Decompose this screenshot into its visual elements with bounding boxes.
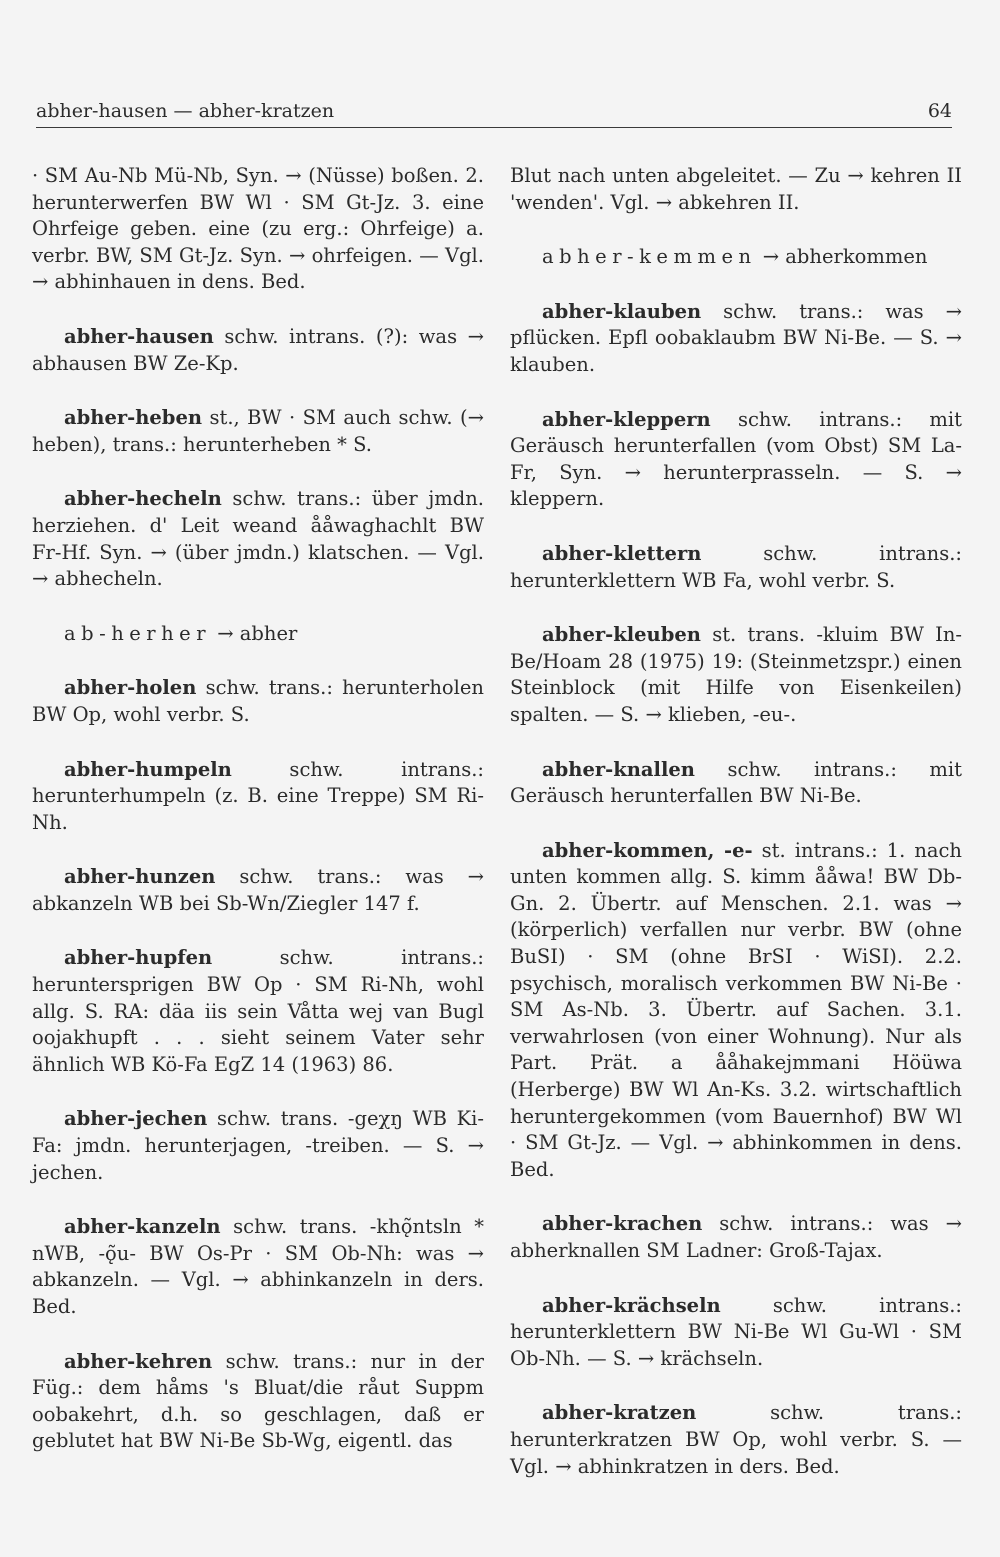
entry-text: → abher — [211, 621, 298, 645]
running-head — [36, 100, 952, 128]
entry-lemma: abher-knallen — [542, 757, 695, 781]
dictionary-entry — [510, 163, 962, 216]
page-number: 64 — [927, 100, 952, 122]
dictionary-entry — [32, 621, 484, 648]
entry-text: schw. trans.: nur in der Füg.: dem håms 's Bluat/die råut Suppm oobakehrt, d.h. so geschlagen, daß er geblutet hat BW Ni-Be Sb-Wg, eigentl. das — [32, 1349, 484, 1453]
entry-text: → abherkommen — [756, 245, 928, 269]
dictionary-entry — [510, 1211, 962, 1264]
entry-lemma: abher-hecheln — [64, 487, 222, 511]
entry-lemma: abher-hunzen — [64, 865, 216, 889]
entry-text: schw. trans. -geχŋ WB Ki-Fa: jmdn. herunterjagen, -treiben. — S. → jechen. — [32, 1107, 484, 1184]
dictionary-entry — [32, 1106, 484, 1186]
entry-text: schw. intrans. (?): was → abhausen BW Ze-Kp. — [32, 324, 484, 375]
dictionary-entry — [510, 757, 962, 810]
entry-lemma: abher-kleuben — [542, 623, 701, 647]
dictionary-entry — [510, 1400, 962, 1480]
entry-text: · SM Au-Nb Mü-Nb, Syn. → (Nüsse) boßen. 2. herunterwerfen BW Wl · SM Gt-Jz. 3. eine Ohrfeige geben. eine (zu erg.: Ohrfeige) a. verbr. BW, SM Gt-Jz. Syn. → ohrfeigen. — Vgl. → abhinhauen in dens. Bed. — [32, 164, 484, 294]
entry-lemma: abher-klettern — [542, 541, 702, 565]
dictionary-entry — [510, 299, 962, 379]
entry-text: schw. intrans.: mit Geräusch herunterfallen BW Ni-Be. — [510, 757, 962, 808]
entry-text: Blut nach unten abgeleitet. — Zu → kehren II 'wenden'. Vgl. → abkehren II. — [510, 164, 962, 214]
right-column — [510, 163, 962, 1508]
entry-lemma: abher-krächseln — [542, 1293, 721, 1317]
entry-lemma: abher-heben — [64, 406, 203, 430]
dictionary-entry — [510, 407, 962, 513]
dictionary-entry — [32, 324, 484, 377]
entry-text: schw. intrans.: heruntersprigen BW Op · SM Ri-Nh, wohl allg. S. RA: däa iis sein Våtta wej van Bugl oojakhupft . . . sieht seinem Vater sehr ähnlich WB Kö-Fa EgZ 14 (1963) 86. — [32, 946, 484, 1076]
entry-lemma: abher-hupfen — [64, 946, 213, 970]
entry-text: st. intrans.: 1. nach unten kommen allg. S. kimm ååwa! BW Db-Gn. 2. Übertr. auf Menschen. 2.1. was → (körperlich) verfallen nur verbr. BW (ohne BuSI) · SM (ohne BrSI · WiSI). 2.2. psychisch, moralisch verkommen BW Ni-Be · SM As-Nb. 3. Übertr. auf Sachen. 3.1. verwahrlosen (von einer Wohnung). Nur als Part. Prät. a ååhakejmmani Höüwa (Herberge) BW Wl An-Ks. 3.2. wirtschaftlich heruntergekommen (vom Bauernhof) BW Wl · SM Gt-Jz. — Vgl. → abhinkommen in dens. Bed. — [510, 838, 962, 1181]
entry-lemma: abher-jechen — [64, 1107, 208, 1131]
entry-lemma: ab-herher — [64, 621, 212, 645]
dictionary-entry — [32, 163, 484, 296]
dictionary-entry — [32, 864, 484, 917]
running-head-title: abher-hausen — abher-kratzen — [36, 100, 335, 122]
entry-lemma: abher-holen — [64, 676, 197, 700]
entry-text: schw. trans.: herunterkratzen BW Op, wohl verbr. S. — Vgl. → abhinkratzen in ders. Bed. — [510, 1401, 962, 1478]
entry-lemma: abher-kanzeln — [64, 1215, 221, 1239]
entry-lemma: abher-hausen — [64, 324, 214, 348]
entry-text: schw. intrans.: herunterklettern WB Fa, wohl verbr. S. — [510, 541, 962, 592]
dictionary-entry — [32, 1214, 484, 1320]
entry-text: schw. trans.: herunterholen BW Op, wohl verbr. S. — [32, 676, 484, 726]
entry-text: st., BW · SM auch schw. (→ heben), trans.: herunterheben * S. — [32, 406, 484, 456]
entry-text: schw. trans.: was → abkanzeln WB bei Sb-Wn/Ziegler 147 f. — [32, 865, 484, 915]
entry-lemma: abher-kleppern — [542, 407, 711, 431]
entry-lemma: abher-kratzen — [542, 1401, 697, 1425]
entry-text: schw. trans. -khǫ̃ntsln * nWB, -ǫ̃u- BW Os-Pr · SM Ob-Nh: was → abkanzeln. — Vgl. → abhinkanzeln in ders. Bed. — [32, 1215, 484, 1318]
entry-text: schw. intrans.: herunterklettern BW Ni-Be Wl Gu-Wl · SM Ob-Nh. — S. → krächseln. — [510, 1293, 962, 1370]
dictionary-entry — [32, 675, 484, 728]
entry-lemma: abher-kemmen — [542, 245, 757, 269]
left-column — [32, 163, 484, 1483]
entry-lemma: abher-humpeln — [64, 757, 232, 781]
entry-text: schw. trans.: was → pflücken. Epfl oobaklaubm BW Ni-Be. — S. → klauben. — [510, 299, 962, 376]
dictionary-entry — [32, 945, 484, 1078]
dictionary-entry — [32, 757, 484, 837]
dictionary-entry — [510, 1293, 962, 1373]
entry-text: st. trans. -kluim BW In-Be/Hoam 28 (1975) 19: (Steinmetzspr.) einen Steinblock (mit Hilfe von Eisenkeilen) spalten. — S. → klieben, -eu-. — [510, 623, 962, 726]
entry-text: schw. trans.: über jmdn. herziehen. d' Leit weand ååwaghachlt BW Fr-Hf. Syn. → (über jmdn.) klatschen. — Vgl. → abhecheln. — [32, 487, 484, 591]
dictionary-entry — [32, 486, 484, 592]
entry-text: schw. intrans.: herunterhumpeln (z. B. eine Treppe) SM Ri-Nh. — [32, 757, 484, 834]
dictionary-entry — [32, 1349, 484, 1455]
dictionary-entry — [510, 838, 962, 1184]
dictionary-entry — [510, 622, 962, 728]
entry-lemma: abher-kommen, -e- — [542, 838, 753, 862]
entry-lemma: abher-kehren — [64, 1349, 213, 1373]
dictionary-entry — [510, 244, 962, 271]
entry-lemma: abher-klauben — [542, 299, 702, 323]
dictionary-entry — [32, 405, 484, 458]
entry-text: schw. intrans.: mit Geräusch herunterfallen (vom Obst) SM La-Fr, Syn. → herunterprasseln. — S. → kleppern. — [510, 407, 962, 511]
entry-text: schw. intrans.: was → abherknallen SM Ladner: Groß-Tajax. — [510, 1212, 962, 1262]
dictionary-entry — [510, 541, 962, 594]
entry-lemma: abher-krachen — [542, 1212, 703, 1236]
